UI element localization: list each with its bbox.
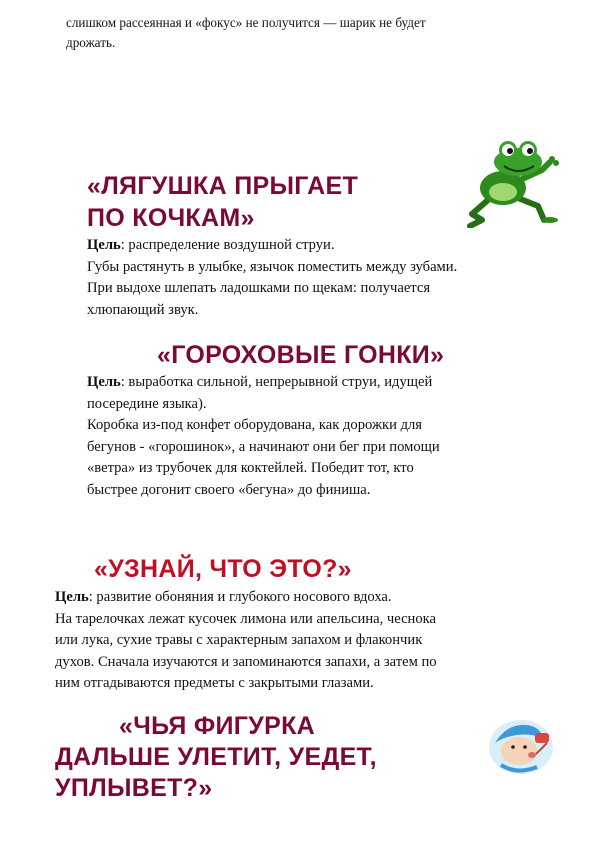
section-title-peas <box>157 339 444 371</box>
body-line: духов. Сначала изучаются и запоминаются запахи, а затем по <box>55 653 437 670</box>
title-line: «ГОРОХОВЫЕ ГОНКИ» <box>157 341 445 369</box>
frog-icon <box>458 140 564 228</box>
child-blowing-icon <box>487 713 559 779</box>
title-line: «УЗНАЙ, ЧТО ЭТО?» <box>94 555 352 583</box>
body-line: хлюпающий звук. <box>87 301 199 318</box>
body-line: быстрее догонит своего «бегуна» до финиша. <box>87 481 371 498</box>
section-body-frog <box>87 235 557 321</box>
section-body-guess <box>55 587 560 695</box>
body-line: ним отгадываются предметы с закрытыми глазами. <box>55 675 374 691</box>
intro-paragraph <box>66 13 536 52</box>
goal-line <box>55 587 560 609</box>
title-line: ПО КОЧКАМ» <box>87 204 255 232</box>
title-line: «ЧЬЯ ФИГУРКА <box>119 712 316 740</box>
goal-label: Цель <box>87 237 121 253</box>
intro-line: слишком рассеянная и «фокус» не получится — шарик не будет <box>66 15 426 30</box>
body-line: Губы растянуть в улыбке, язычок поместить между зубами. <box>87 258 458 275</box>
body-line: Коробка из-под конфет оборудована, как дорожки для <box>87 417 422 433</box>
goal-text: : выработка сильной, непрерывной струи, идущей <box>120 374 433 390</box>
goal-label: Цель <box>55 589 89 605</box>
body-line: бегунов - «горошинок», а начинают они бег при помощи <box>87 438 440 455</box>
section-body-peas <box>87 372 557 501</box>
goal-text: : распределение воздушной струи. <box>120 237 335 253</box>
goal-text: : развитие обоняния и глубокого носового вдоха. <box>88 589 392 605</box>
body-line: или лука, сухие травы с характерным запахом и флакончик <box>55 632 423 648</box>
goal-line <box>87 235 557 257</box>
goal-line <box>87 372 557 394</box>
section-title-frog <box>87 170 358 234</box>
intro-line: дрожать. <box>66 34 116 50</box>
section-title-guess <box>94 553 352 585</box>
goal-line-cont: посередине языка). <box>87 395 207 412</box>
body-line: При выдохе шлепать ладошками по щекам: получается <box>87 280 431 296</box>
title-line: «ЛЯГУШКА ПРЫГАЕТ <box>87 172 359 200</box>
title-line: УПЛЫВЕТ?» <box>55 774 213 802</box>
goal-label: Цель <box>87 374 121 390</box>
section-title-figure <box>55 711 377 804</box>
body-line: «ветра» из трубочек для коктейлей. Победит тот, кто <box>87 460 414 476</box>
body-line: На тарелочках лежат кусочек лимона или апельсина, чеснока <box>55 610 437 627</box>
title-line: ДАЛЬШЕ УЛЕТИТ, УЕДЕТ, <box>55 743 377 771</box>
